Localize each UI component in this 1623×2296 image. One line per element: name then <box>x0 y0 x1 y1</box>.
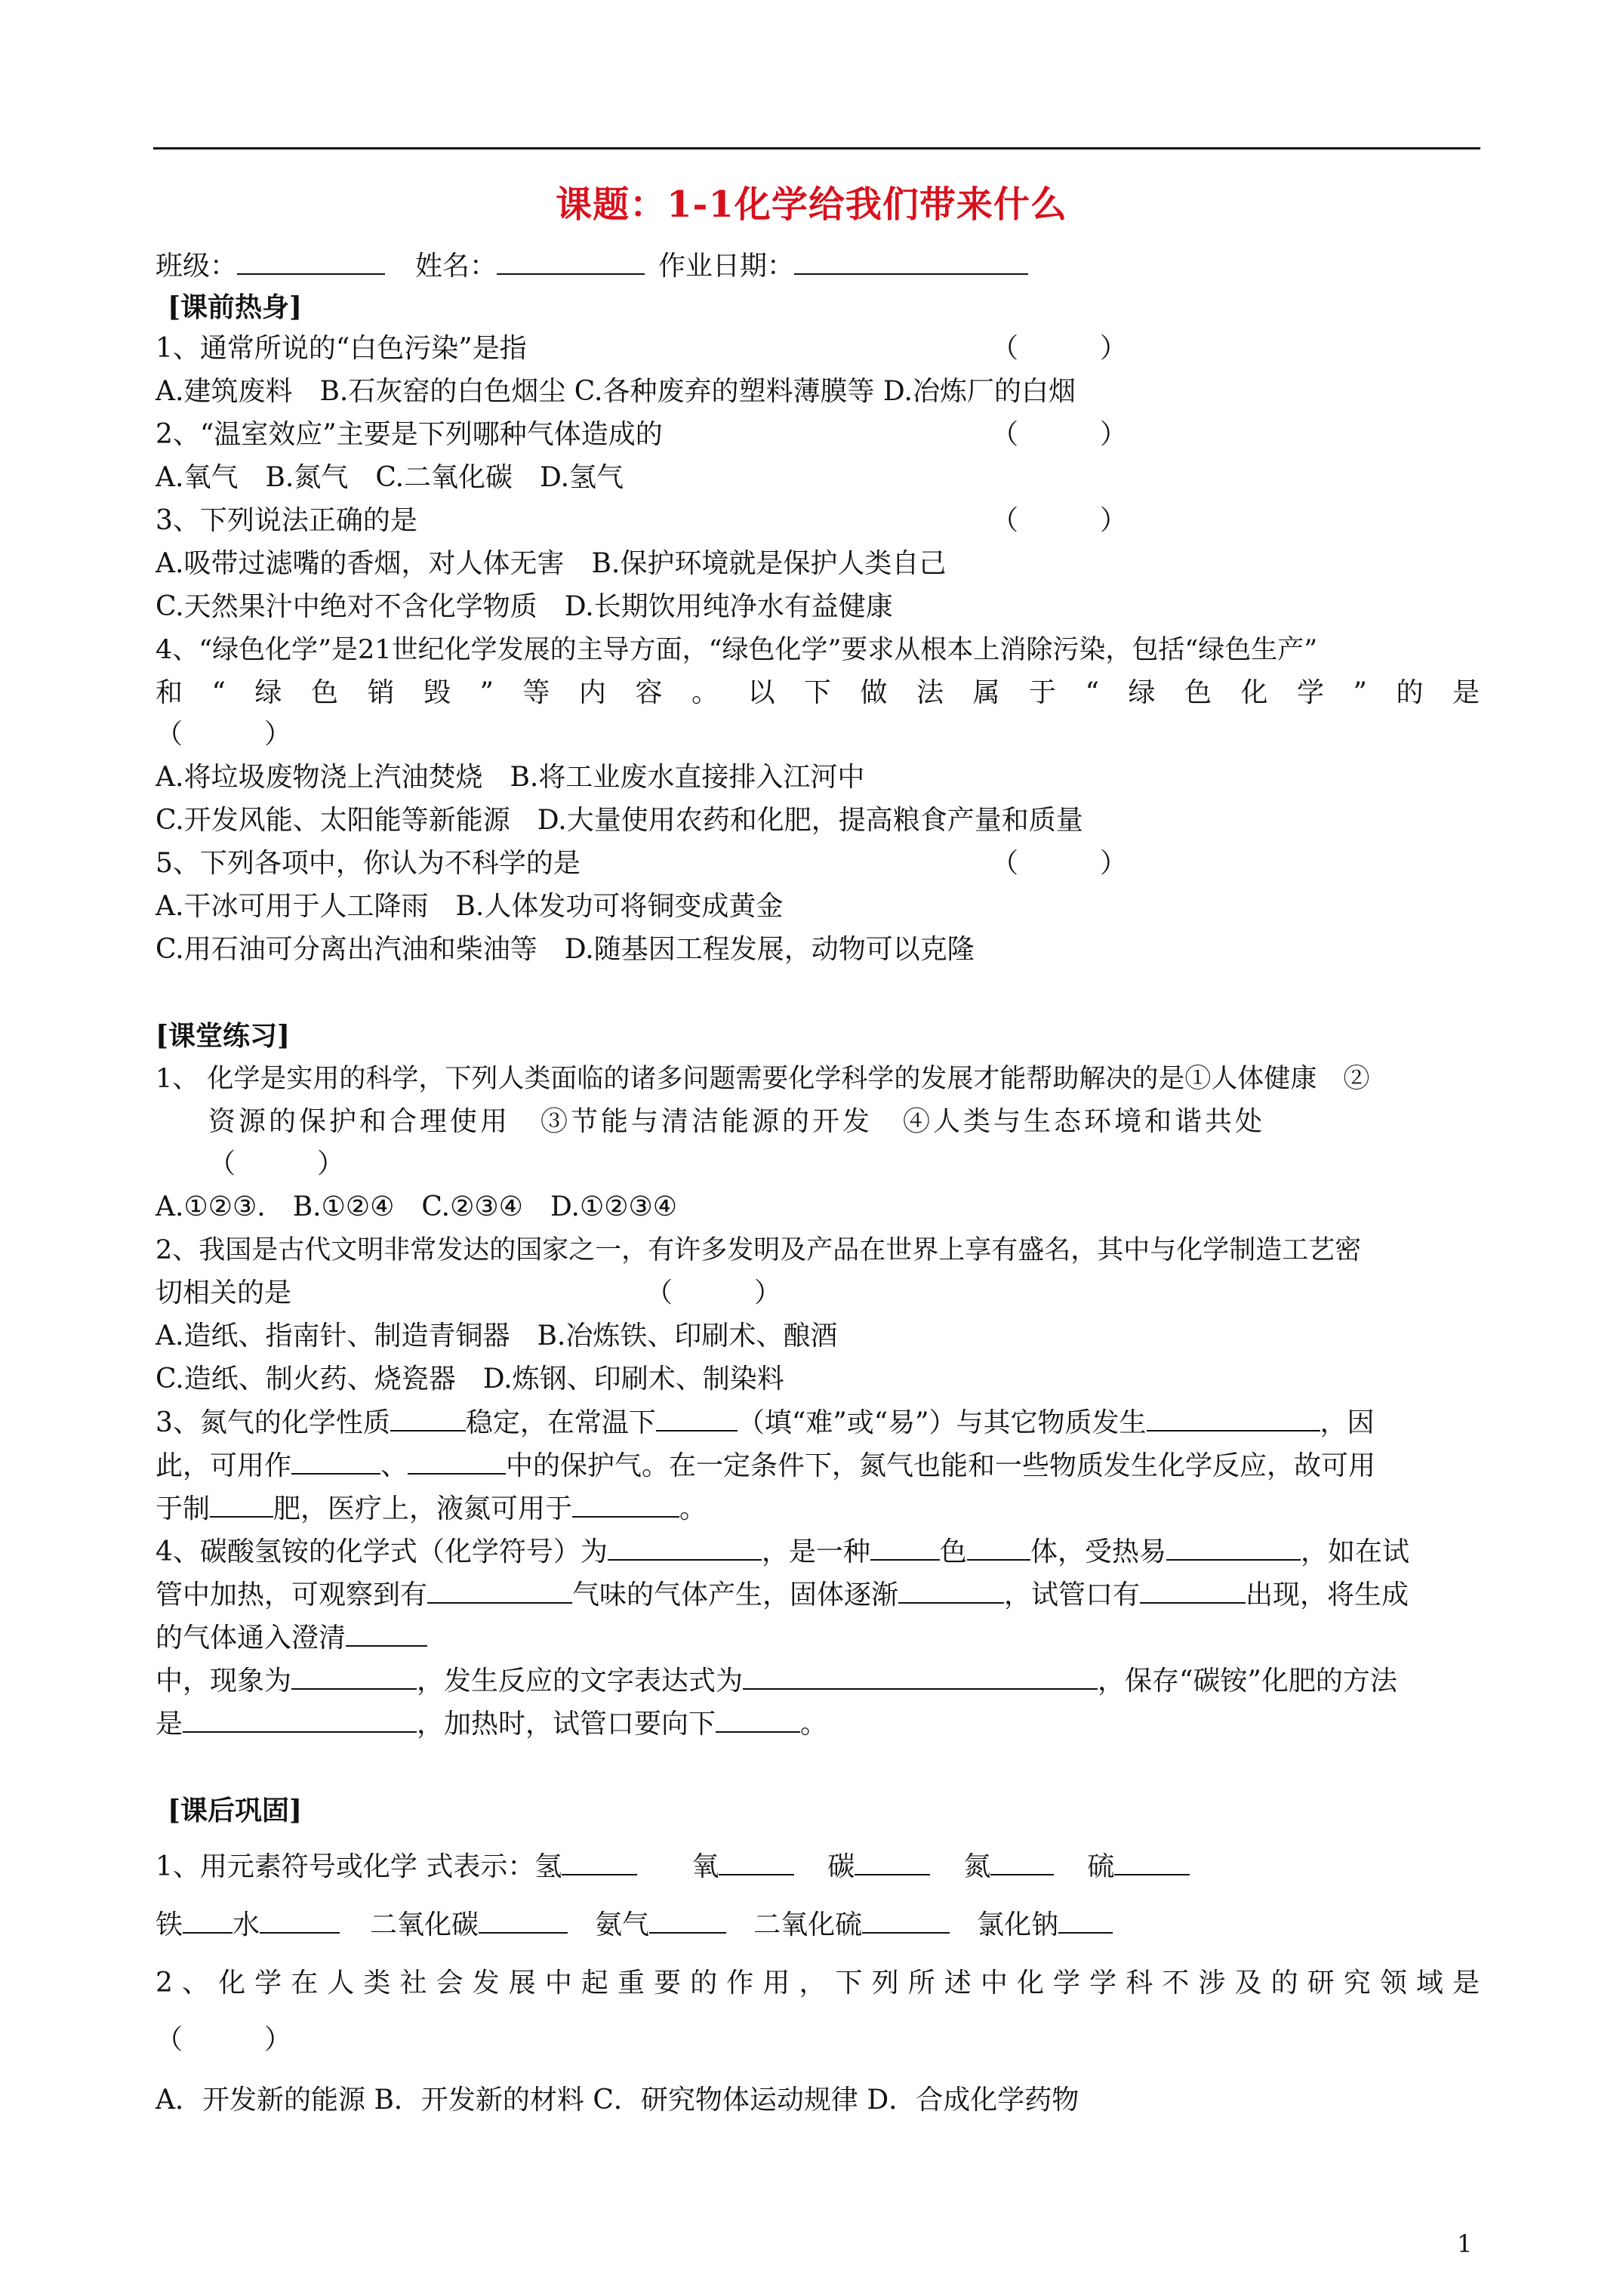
in-q3-text: 此，可用作 <box>156 1450 292 1481</box>
pre-q4-options-1: A.将垃圾废物浇上汽油焚烧 B.将工业废水直接排入江河中 <box>156 762 865 793</box>
answer-blank <box>898 1578 1004 1604</box>
in-q4-text: 体，受热易 <box>1030 1536 1166 1567</box>
in-q4-text: 出现，将生成 <box>1246 1579 1409 1610</box>
element-label: 二氧化碳 <box>370 1909 479 1940</box>
in-q4-text: 管中加热，可观察到有 <box>156 1579 428 1610</box>
in-q4-text: ，如在试 <box>1300 1536 1409 1567</box>
answer-blank <box>1140 1578 1246 1604</box>
answer-blank <box>1114 1850 1190 1875</box>
in-q4-text: ，是一种 <box>761 1536 870 1567</box>
element-label: 铁 <box>156 1909 183 1940</box>
in-q3-line-3 <box>156 1492 707 1526</box>
in-q4-line-4 <box>156 1664 1397 1698</box>
in-q1-line-2: 资源的保护和合理使用 ③节能与清洁能源的开发 ④人类与生态环境和谐共处 <box>208 1106 1266 1137</box>
answer-blank <box>183 1908 233 1934</box>
in-q3-text: 。 <box>679 1493 707 1524</box>
element-label: 碳 <box>827 1851 855 1882</box>
pre-q4-paren: （ ） <box>156 719 292 750</box>
answer-blank <box>260 1908 340 1934</box>
answer-blank <box>1166 1535 1301 1561</box>
pre-q4-options-2: C.开发风能、太阳能等新能源 D.大量使用农药和化肥，提高粮食产量和质量 <box>156 805 1083 836</box>
after-q1-text: 1、用元素符号或化学 式表示： <box>156 1851 535 1882</box>
in-q3-line-1 <box>156 1406 1375 1440</box>
section-header-pre: [课前热身] <box>168 291 303 323</box>
answer-blank <box>562 1850 637 1875</box>
in-q4-text: ，试管口有 <box>1004 1579 1141 1610</box>
in-q3-text: （填“难”或“易”）与其它物质发生 <box>737 1407 1147 1438</box>
in-q4-text: 气味的气体产生，固体逐渐 <box>572 1579 899 1610</box>
info-line <box>156 249 1028 283</box>
pre-q5-options-2: C.用石油可分离出汽油和柴油等 D.随基因工程发展，动物可以克隆 <box>156 934 975 965</box>
in-q1-options: A.①②③. B.①②④ C.②③④ D.①②③④ <box>156 1191 678 1222</box>
in-q4-text: 的气体通入澄清 <box>156 1623 346 1653</box>
answer-blank <box>990 1850 1054 1875</box>
in-q3-text: 中的保护气。在一定条件下，氮气也能和一些物质发生化学反应，故可用 <box>506 1450 1376 1481</box>
answer-blank <box>1058 1908 1113 1934</box>
after-q2-options: A．开发新的能源 B．开发新的材料 C．研究物体运动规律 D．合成化学药物 <box>156 2085 1079 2116</box>
answer-blank <box>183 1707 417 1733</box>
pre-q3-options-2: C.天然果汁中绝对不含化学物质 D.长期饮用纯净水有益健康 <box>156 591 893 622</box>
pre-q1-paren: （ ） <box>991 333 1128 364</box>
class-blank <box>237 249 385 275</box>
in-q1-line-1: 1、 化学是实用的科学，下列人类面临的诸多问题需要化学科学的发展才能帮助解决的是①人体健康 ② <box>156 1064 1370 1094</box>
in-q3-text: 肥，医疗上，液氮可用于 <box>273 1493 573 1524</box>
in-q4-text: 4、碳酸氢铵的化学式（化学符号）为 <box>156 1536 608 1567</box>
answer-blank <box>608 1535 762 1561</box>
in-q4-line-2 <box>156 1578 1409 1612</box>
page-title: 课题：1-1化学给我们带来什么 <box>556 183 1067 226</box>
pre-q5-paren: （ ） <box>991 848 1128 879</box>
element-label: 氧 <box>691 1851 719 1882</box>
answer-blank <box>719 1850 794 1875</box>
in-q3-text: 稳定，在常温下 <box>465 1407 656 1438</box>
answer-blank <box>870 1535 940 1561</box>
in-q3-text: ，因 <box>1320 1407 1375 1438</box>
in-q4-line-5 <box>156 1707 827 1741</box>
answer-blank <box>1147 1406 1320 1432</box>
in-q4-line-1 <box>156 1535 1409 1569</box>
name-label: 姓名： <box>415 251 497 282</box>
in-q3-line-2 <box>156 1449 1375 1483</box>
answer-blank <box>572 1492 679 1518</box>
after-q1-line-2 <box>156 1908 1113 1942</box>
in-q3-text: 3、氮气的化学性质 <box>156 1407 390 1438</box>
pre-q2-stem: 2、“温室效应”主要是下列哪种气体造成的 <box>156 419 663 450</box>
in-q3-text: 、 <box>380 1450 408 1481</box>
after-q2-line-1: 2、化学在人类社会发展中起重要的作用，下列所述中化学学科不涉及的研究领域是 <box>156 1968 1480 1999</box>
element-label: 氮 <box>963 1851 991 1882</box>
in-q2-line-2: 切相关的是 <box>156 1277 292 1308</box>
in-q2-paren: （ ） <box>645 1277 782 1308</box>
element-label: 水 <box>233 1909 260 1940</box>
answer-blank <box>967 1535 1030 1561</box>
pre-q1-stem: 1、通常所说的“白色污染”是指 <box>156 333 527 364</box>
in-q4-text: 是 <box>156 1709 183 1740</box>
in-q1-paren: （ ） <box>208 1148 345 1179</box>
in-q4-text: ，加热时，试管口要向下 <box>417 1709 716 1740</box>
element-label: 氨气 <box>595 1909 650 1940</box>
element-label: 二氧化硫 <box>753 1909 863 1940</box>
class-label: 班级： <box>156 251 238 282</box>
element-label: 氯化钠 <box>977 1909 1059 1940</box>
top-rule <box>153 147 1480 149</box>
in-q4-text: 色 <box>939 1536 967 1567</box>
answer-blank <box>716 1707 800 1733</box>
in-q2-options-1: A.造纸、指南针、制造青铜器 B.冶炼铁、印刷术、酿酒 <box>156 1321 838 1351</box>
answer-blank <box>210 1492 273 1518</box>
date-blank <box>794 249 1028 275</box>
in-q4-text: ，发生反应的文字表达式为 <box>417 1666 744 1697</box>
date-label: 作业日期： <box>658 251 795 282</box>
answer-blank <box>855 1850 930 1875</box>
answer-blank <box>862 1908 950 1934</box>
element-label: 硫 <box>1087 1851 1115 1882</box>
in-q4-text: ，保存“碳铵”化肥的方法 <box>1098 1666 1397 1697</box>
pre-q4-line-1: 4、“绿色化学”是21世纪化学发展的主导方面，“绿色化学”要求从根本上消除污染，包括“绿色生产” <box>156 635 1318 665</box>
answer-blank <box>291 1664 417 1690</box>
in-q4-text: 。 <box>800 1709 828 1740</box>
in-q3-text: 于制 <box>156 1493 211 1524</box>
pre-q1-options: A.建筑废料 B.石灰窑的白色烟尘 C.各种废弃的塑料薄膜等 D.冶炼厂的白烟 <box>156 376 1076 407</box>
pre-q2-options: A.氧气 B.氮气 C.二氧化碳 D.氢气 <box>156 462 624 493</box>
pre-q3-options-1: A.吸带过滤嘴的香烟，对人体无害 B.保护环境就是保护人类自己 <box>156 548 947 579</box>
answer-blank <box>743 1664 1098 1690</box>
after-q1-line-1 <box>156 1850 1190 1884</box>
after-q2-paren: （ ） <box>156 2024 292 2055</box>
pre-q3-paren: （ ） <box>991 505 1128 536</box>
in-q4-line-3 <box>156 1621 427 1655</box>
answer-blank <box>656 1406 738 1432</box>
element-label: 氢 <box>534 1851 562 1882</box>
section-header-after: [课后巩固] <box>168 1795 303 1826</box>
name-blank <box>497 249 645 275</box>
pre-q5-stem: 5、下列各项中，你认为不科学的是 <box>156 848 581 879</box>
answer-blank <box>346 1621 427 1647</box>
section-header-in: [课堂练习] <box>156 1020 291 1052</box>
answer-blank <box>649 1908 726 1934</box>
in-q4-text: 中，现象为 <box>156 1666 292 1697</box>
answer-blank <box>408 1449 506 1475</box>
pre-q4-line-2: 和“绿色销毁”等内容。以下做法属于“绿色化学”的是 <box>156 677 1480 708</box>
page-number: 1 <box>1457 2230 1473 2258</box>
pre-q5-options-1: A.干冰可用于人工降雨 B.人体发功可将铜变成黄金 <box>156 891 784 922</box>
answer-blank <box>291 1449 380 1475</box>
in-q2-line-1: 2、我国是古代文明非常发达的国家之一，有许多发明及产品在世界上享有盛名，其中与化学制造工艺密 <box>156 1235 1362 1265</box>
answer-blank <box>427 1578 572 1604</box>
pre-q3-stem: 3、下列说法正确的是 <box>156 505 417 536</box>
answer-blank <box>390 1406 466 1432</box>
in-q2-options-2: C.造纸、制火药、烧瓷器 D.炼钢、印刷术、制染料 <box>156 1364 784 1395</box>
answer-blank <box>479 1908 568 1934</box>
pre-q2-paren: （ ） <box>991 419 1128 450</box>
